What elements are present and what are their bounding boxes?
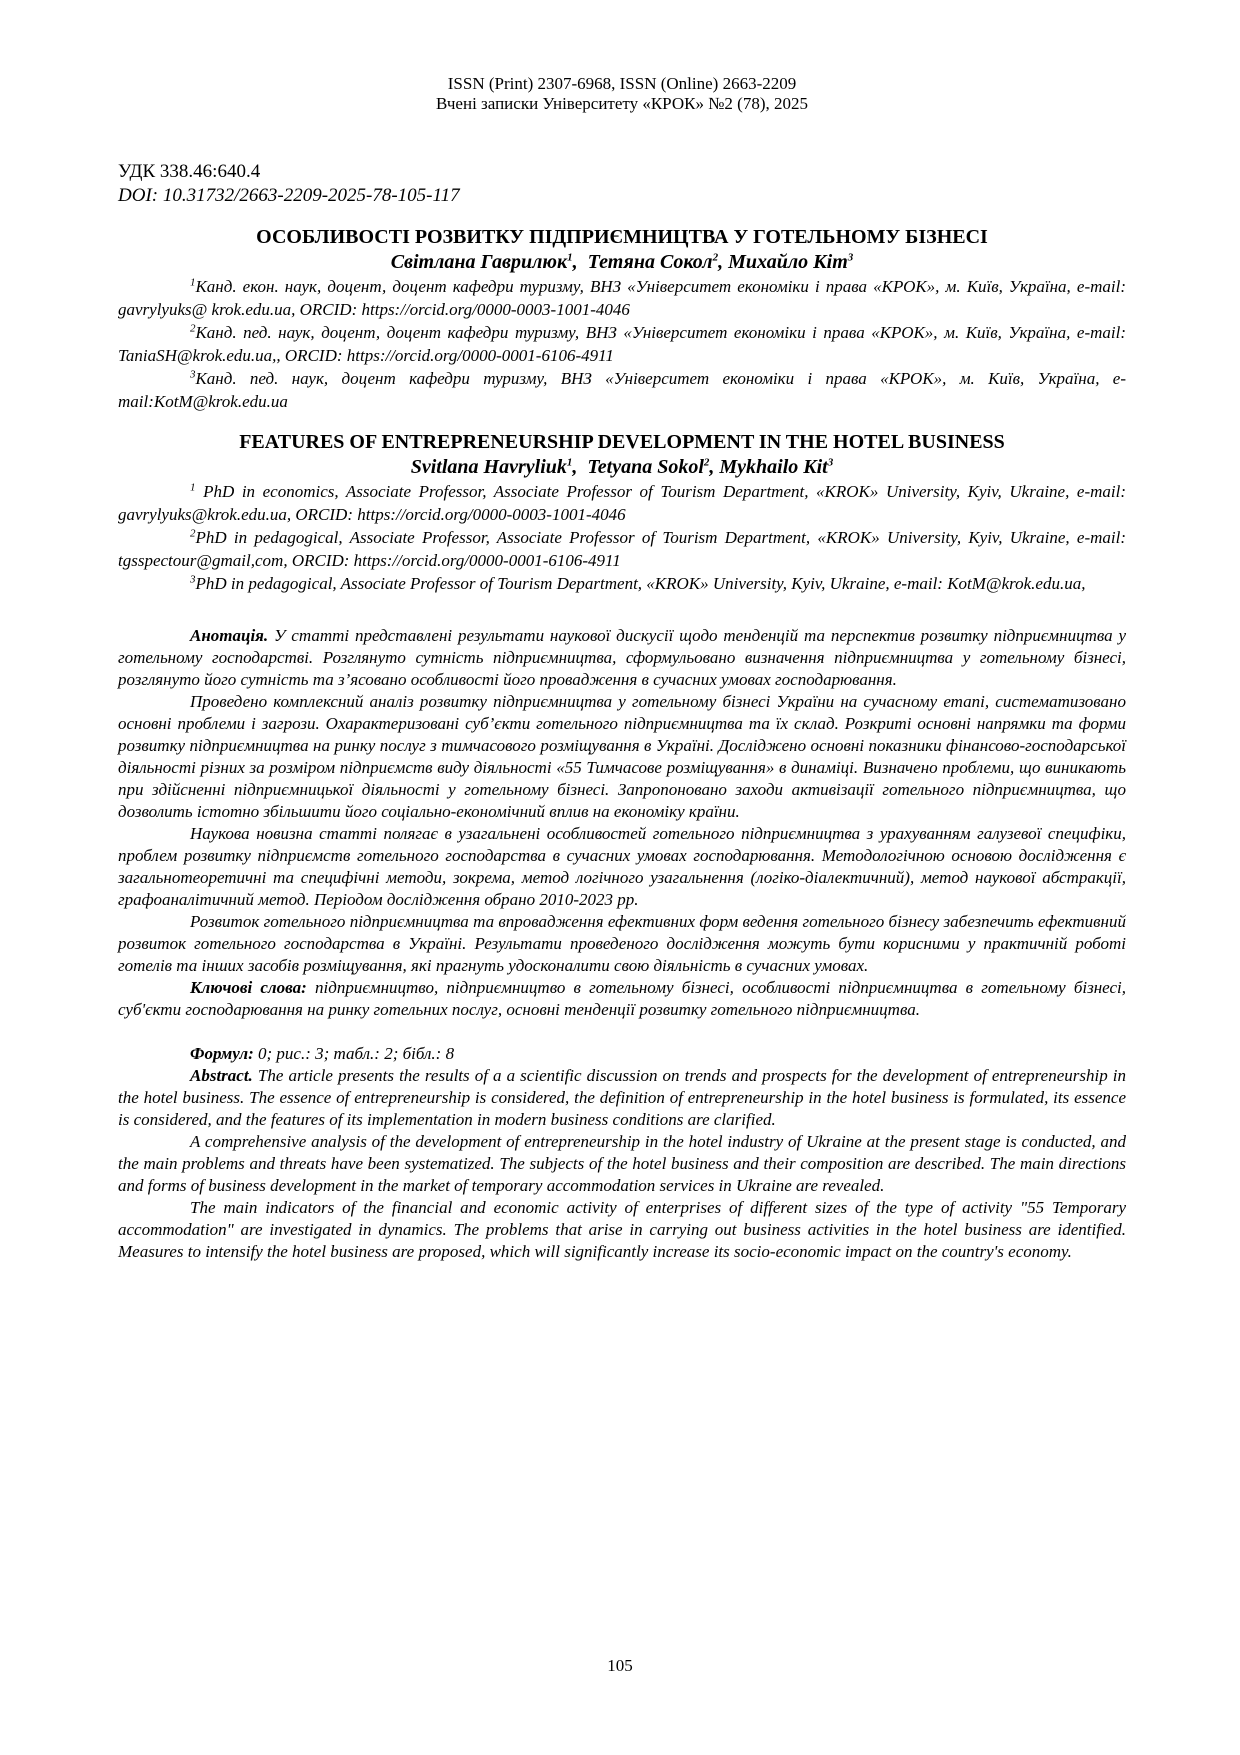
- en-author-3: Mykhailo Kit: [719, 456, 828, 478]
- sup-1: 1: [567, 251, 573, 264]
- annotation-paragraph-4: Розвиток готельного підприємництва та впровадження ефективних форм ведення готельного бізнесу забезпечить ефективний розвиток готельного господарства в Україні. Результати проведеного дослідження можуть бути корисними у практичній роботі готелів та інших засобів розміщування, які прагнуть удосконалити свою діяльність в сучасних умовах.: [118, 912, 1126, 975]
- annotation-paragraph-1: Анотація. У статті представлені результати наукової дискусії щодо тенденцій та перспектив розвитку підприємництва у готельному господарстві. Розглянуто сутність підприємництва, сформульовано визначення підприємництва у готельному бізнесі, розглянуто його сутність та з’ясовано особливості його провадження в сучасних умовах господарювання.: [118, 626, 1127, 689]
- ua-affiliation-2: $^2$Канд. пед. наук, доцент, доцент кафедри туризму, ВНЗ «Університет економіки і права «КРОК», м. Київ, Україна, e-mail: TaniaSH@krok.edu.ua,, ORCID: https://orcid.org/0000-0001-6106-4911: [118, 322, 1126, 365]
- abstract-paragraph-3: The main indicators of the financial and economic activity of enterprises of different sizes of the type of activity "55 Temporary accommodation" are investigated in dynamics. The problems that arise in carrying out business activities in the hotel business are identified. Measures to intensify the hotel business are proposed, which will significantly increase its socio-economic impact on the country's economy.: [118, 1198, 1126, 1261]
- udk-code: УДК 338.46:640.4: [118, 161, 261, 182]
- en-title: FEATURES OF ENTREPRENEURSHIP DEVELOPMENT IN THE HOTEL BUSINESS: [239, 431, 1005, 453]
- paper-page: [118, 0, 1126, 1263]
- sup-2: 2: [712, 251, 719, 264]
- en-affiliation-3: $^3$PhD in pedagogical, Associate Professor of Tourism Department, «KROK» University, Kyiv, Ukraine, e-mail: KotM@krok.edu.ua,: [190, 573, 1086, 593]
- abstract-paragraph-2: A comprehensive analysis of the development of entrepreneurship in the hotel industry of Ukraine at the present stage is conducted, and the main problems and threats have been systematized. The subjects of the hotel business and their composition are described. The main directions and forms of business development in the market of temporary accommodation services in Ukraine are revealed.: [118, 1132, 1126, 1195]
- annotation-paragraph-2: Проведено комплексний аналіз розвитку підприємництва у готельному бізнесі України на сучасному етапі, систематизовано основні проблеми і загрози. Охарактеризовані суб’єкти готельного підприємництва та їх склад. Розкриті основні напрямки та форми розвитку підприємництва на ринку послуг з тимчасового розміщування в Україні. Досліджено основні показники фінансово-господарської діяльності різних за розміром підприємств виду діяльності «55 Тимчасове розміщування» в динаміці. Визначено проблеми, що виникають при здійсненні підприємницької діяльності у готельному бізнесі. Запропоновано заходи активізації готельного підприємництва, що дозволить істотно збільшити його соціально-економічний вплив на економіку країни.: [118, 692, 1126, 821]
- keywords-paragraph: Ключові слова: підприємництво, підприємництво в готельному бізнесі, особливості підприємництва в готельному бізнесі, суб'єкти господарювання на ринку готельних послуг, основні тенденції розвитку готельного підприємництва.: [118, 978, 1126, 1019]
- ua-affiliation-3: $^3$Канд. пед. наук, доцент кафедри туризму, ВНЗ «Університет економіки і права «КРОК», м. Київ, Україна, e-mail:KotM@krok.edu.ua: [118, 368, 1126, 411]
- page-number: 105: [607, 1656, 633, 1675]
- journal-header: [118, 74, 1126, 114]
- ua-title: ОСОБЛИВОСТІ РОЗВИТКУ ПІДПРИЄМНИЦТВА У ГОТЕЛЬНОМУ БІЗНЕСІ: [256, 226, 988, 248]
- annotation-paragraph-3: Наукова новизна статті полягає в узагальнені особливостей готельного підприємництва з урахуванням галузевої специфіки, проблем розвитку підприємств готельного господарства в сучасних умовах господарювання. Методологічною основою дослідження є загальнотеоретичні та специфічні методи, зокрема, метод логічного узагальнення (логіко-діалектичний), метод наукової абстракції, графоаналітичний метод. Періодом дослідження обрано 2010-2023 рр.: [118, 824, 1126, 909]
- en-author-1: Svitlana Havryliuk: [410, 456, 567, 478]
- annotation-label: Анотація.: [190, 626, 269, 645]
- keywords-label: Ключові слова:: [190, 978, 307, 997]
- ua-author-2: Тетяна Сокол: [587, 251, 713, 273]
- en-affiliation-2: $^2$PhD in pedagogical, Associate Professor, Associate Professor of Tourism Department, «KROK» University, Kyiv, Ukraine, e-mail: tgsspectour@gmail,com, ORCID: https://orcid.org/0000-0001-6106-4911: [118, 527, 1126, 570]
- en-author-2: Tetyana Sokol: [587, 456, 704, 478]
- journal-line: Вчені записки Університету «КРОК» №2 (78), 2025: [435, 94, 809, 113]
- formula-stats: Формул: 0; рис.: 3; табл.: 2; бібл.: 8: [190, 1044, 455, 1063]
- doi-link[interactable]: DOI: 10.31732/2663-2209-2025-78-105-117: [118, 185, 460, 206]
- ua-affiliation-1: $^1$Канд. екон. наук, доцент, доцент кафедри туризму, ВНЗ «Університет економіки і права «КРОК», м. Київ, Україна, e-mail: gavrylyuks@ krok.edu.ua, ORCID: https://orcid.org/0000-0003-1001-4046: [118, 276, 1126, 319]
- abstract-label: Abstract.: [190, 1066, 253, 1085]
- abstract-paragraph-1: Abstract. The article presents the results of a a scientific discussion on trends and prospects for the development of entrepreneurship in the hotel business. The essence of entrepreneurship is considered, the definition of entrepreneurship in the hotel business is formulated, its essence is considered, and the features of its implementation in modern business conditions are clarified.: [118, 1066, 1127, 1129]
- ua-author-3: Михайло Кіт: [728, 251, 848, 273]
- ua-author-1: Світлана Гаврилюк: [390, 251, 568, 273]
- en-authors: Svitlana Havryliuk$^1$, Tetyana Sokol$^2$, Mykhailo Kit$^3$: [410, 456, 834, 478]
- ua-authors: Світлана Гаврилюк$^1$, Тетяна Сокол$^2$, Михайло Кіт$^3$: [390, 251, 854, 273]
- sup-3: 3: [847, 251, 854, 264]
- en-affiliation-1: $^1$ PhD in economics, Associate Professor, Associate Professor of Tourism Department, «KROK» University, Kyiv, Ukraine, e-mail: gavrylyuks@krok.edu.ua, ORCID: https://orcid.org/0000-0003-1001-4046: [118, 481, 1126, 524]
- issn-line: ISSN (Print) 2307-6968, ISSN (Online) 2663-2209: [447, 74, 797, 93]
